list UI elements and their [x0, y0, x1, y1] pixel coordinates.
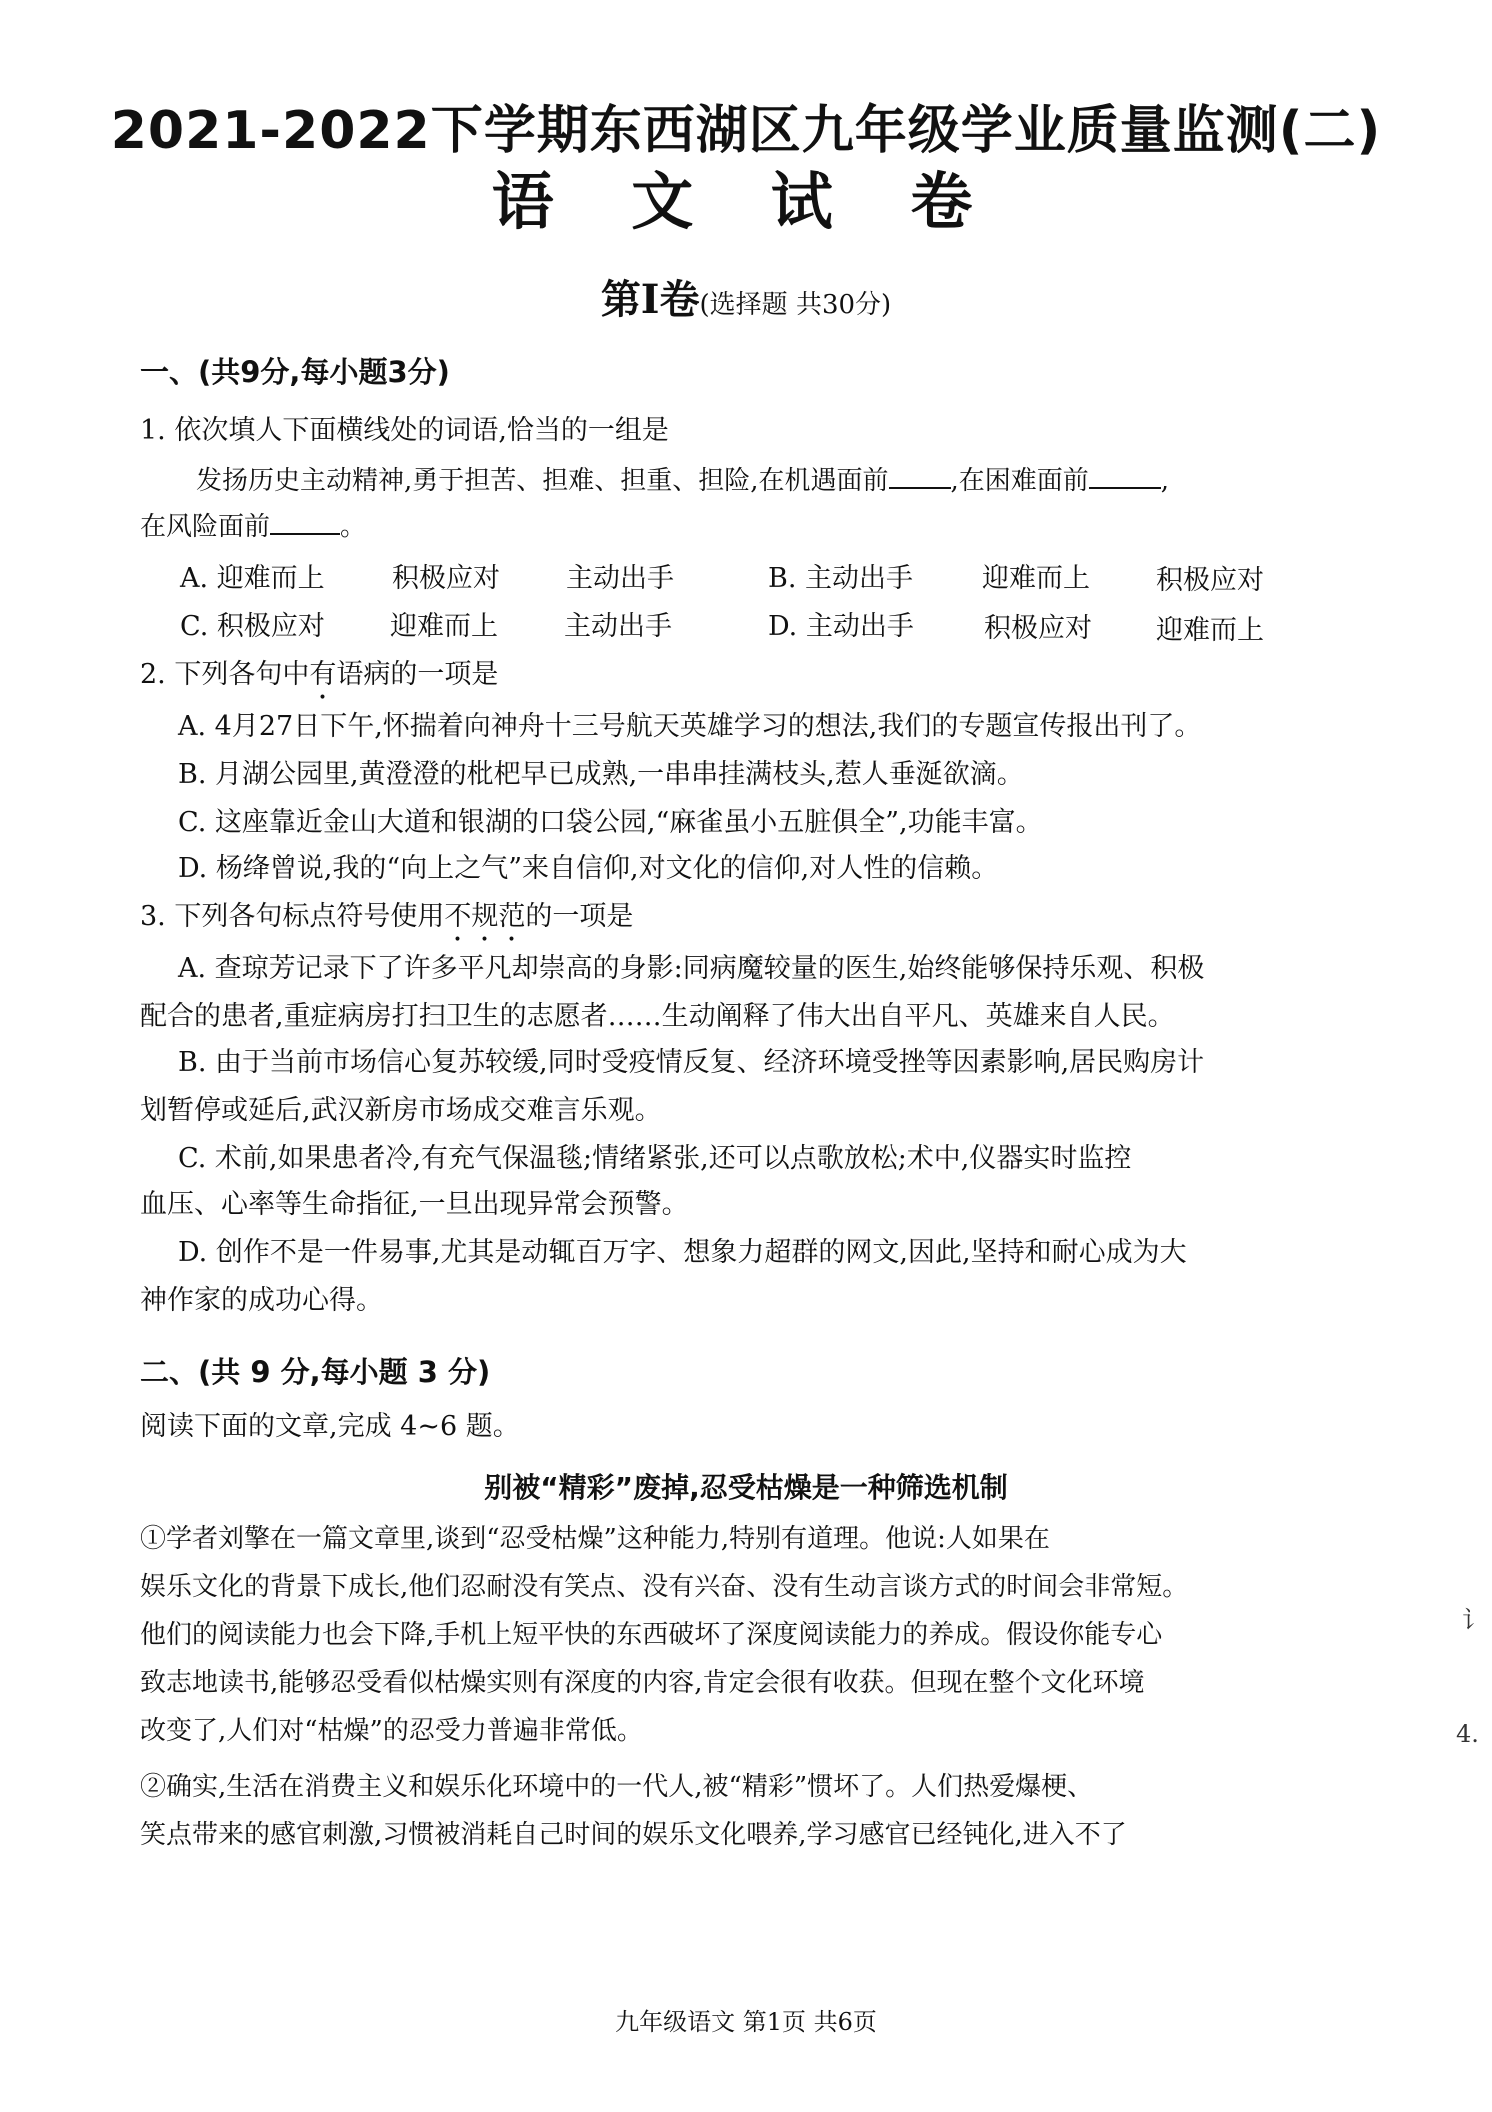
article-title: 别被“精彩”废掉,忍受枯燥是一种筛选机制 [484, 1471, 1008, 1504]
q1-option-a: A. 迎难而上 [180, 563, 325, 594]
q2-option-a: A. 4月27日下午,怀揣着向神舟十三号航天英雄学习的想法,我们的专题宣传报出刊了。 [178, 711, 1202, 742]
q2-option-d: D. 杨绛曾说,我的“向上之气”来自信仰,对文化的信仰,对人性的信赖。 [178, 853, 999, 884]
q1-option-a-item2: 积极应对 [392, 563, 500, 594]
q3-option-d-line2: 神作家的成功心得。 [140, 1285, 383, 1316]
margin-mark-2: 4. [1456, 1720, 1479, 1748]
q3-option-c-line1: C. 术前,如果患者冷,有充气保温毯;情绪紧张,还可以点歌放松;术中,仪器实时监控 [178, 1143, 1132, 1174]
q1-option-c-item2: 迎难而上 [390, 611, 498, 642]
q1-blank-1 [889, 465, 951, 489]
exam-title: 2021-2022下学期东西湖区九年级学业质量监测(二) [110, 101, 1382, 161]
article-paragraph-1-line4: 致志地读书,能够忍受看似枯燥实则有深度的内容,肯定会很有收获。但现在整个文化环境 [140, 1668, 1145, 1698]
q1-text-a: 发扬历史主动精神,勇于担苦、担难、担重、担险,在机遇面前 [196, 466, 889, 496]
q3-option-a-line1: A. 查琼芳记录下了许多平凡却崇高的身影:同病魔较量的医生,始终能够保持乐观、积极 [178, 953, 1205, 984]
section2-intro: 阅读下面的文章,完成 4~6 题。 [140, 1411, 520, 1442]
q2-option-b: B. 月湖公园里,黄澄澄的枇杷早已成熟,一串串挂满枝头,惹人垂涎欲滴。 [178, 759, 1024, 790]
article-paragraph-2-line1: ②确实,生活在消费主义和娱乐化环境中的一代人,被“精彩”惯坏了。人们热爱爆梗、 [140, 1772, 1094, 1802]
q1-option-c: C. 积极应对 [180, 611, 325, 642]
article-paragraph-1-line5: 改变了,人们对“枯燥”的忍受力普遍非常低。 [140, 1716, 643, 1746]
page-footer: 九年级语文 第1页 共6页 [615, 2008, 877, 2036]
q2-stem: 2. 下列各句中有语病的一项是 [140, 659, 499, 690]
q1-text-b: ,在困难面前 [950, 466, 1089, 496]
q1-text-line1: 发扬历史主动精神,勇于担苦、担难、担重、担险,在机遇面前 ,在困难面前 , [196, 466, 1170, 496]
q3-option-a-line2: 配合的患者,重症病房打扫卫生的志愿者……生动阐释了伟大出自平凡、英雄来自人民。 [140, 1001, 1175, 1032]
q3-option-b-line1: B. 由于当前市场信心复苏较缓,同时受疫情反复、经济环境受挫等因素影响,居民购房计 [178, 1047, 1205, 1078]
q1-text-c: 在风险面前 [140, 512, 271, 542]
q1-option-d: D. 主动出手 [768, 611, 914, 642]
article-paragraph-1-line2: 娱乐文化的背景下成长,他们忍耐没有笑点、没有兴奋、没有生动言谈方式的时间会非常短。 [140, 1572, 1189, 1602]
q1-text-line2 [140, 506, 366, 543]
q1-stem: 1. 依次填人下面横线处的词语,恰当的一组是 [140, 415, 669, 446]
article-paragraph-1-line1: ①学者刘擎在一篇文章里,谈到“忍受枯燥”这种能力,特别有道理。他说:人如果在 [140, 1524, 1050, 1554]
volume-note: (选择题 共30分) [699, 290, 892, 320]
q1-text-d: 。 [340, 512, 367, 542]
q1-blank-2 [1089, 465, 1161, 489]
margin-mark-1: 讠 [1462, 1606, 1486, 1634]
q1-option-b-item3: 积极应对 [1156, 565, 1264, 596]
q3-option-b-line2: 划暂停或延后,武汉新房市场成交难言乐观。 [140, 1095, 662, 1126]
article-paragraph-1-line3: 他们的阅读能力也会下降,手机上短平快的东西破坏了深度阅读能力的养成。假设你能专心 [140, 1620, 1163, 1650]
q1-option-a-item3: 主动出手 [566, 563, 674, 594]
section2-heading: 二、(共 9 分,每小题 3 分) [140, 1355, 491, 1389]
q1-blank-3 [270, 511, 340, 535]
q1-option-d-item3: 迎难而上 [1156, 615, 1264, 646]
q1-option-c-item3: 主动出手 [564, 611, 672, 642]
q3-option-d-line1: D. 创作不是一件易事,尤其是动辄百万字、想象力超群的网文,因此,坚持和耐心成为大 [178, 1237, 1187, 1268]
volume-label: 第Ⅰ卷 [600, 276, 700, 323]
section1-heading: 一、(共9分,每小题3分) [140, 355, 450, 389]
q3-stem: 3. 下列各句标点符号使用不规范的一项是 [140, 901, 634, 932]
q1-option-b: B. 主动出手 [768, 563, 914, 594]
volume-heading [0, 268, 1492, 325]
q1-option-d-item2: 积极应对 [984, 613, 1092, 644]
q3-option-c-line2: 血压、心率等生命指征,一旦出现异常会预警。 [140, 1189, 689, 1220]
exam-subtitle: 语 文 试 卷 [491, 165, 1001, 238]
q2-option-c: C. 这座靠近金山大道和银湖的口袋公园,“麻雀虽小五脏俱全”,功能丰富。 [178, 807, 1043, 838]
article-paragraph-2-line2: 笑点带来的感官刺激,习惯被消耗自己时间的娱乐文化喂养,学习感官已经钝化,进入不了 [140, 1820, 1127, 1850]
q1-option-b-item2: 迎难而上 [982, 563, 1090, 594]
